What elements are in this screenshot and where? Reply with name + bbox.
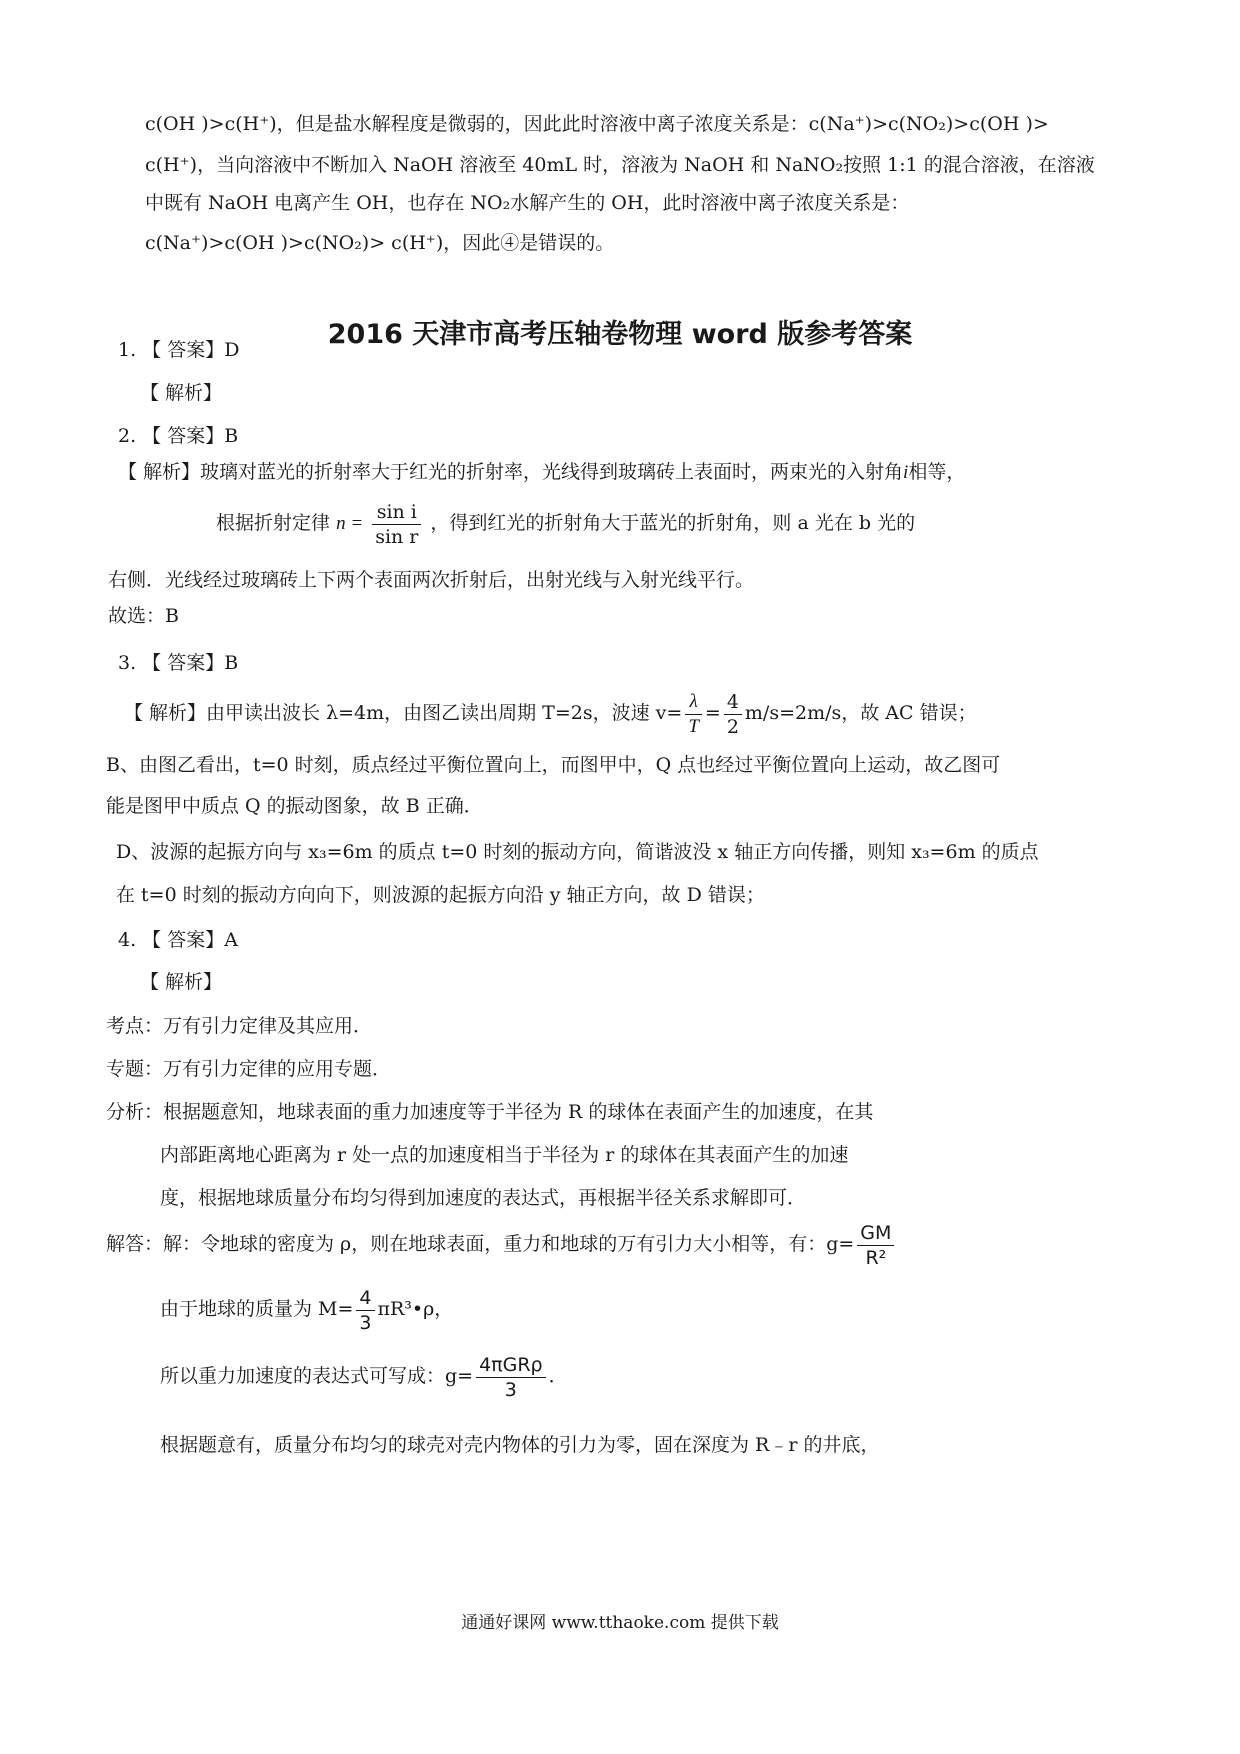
q3-analysis-suffix: m/s=2m/s，故 AC 错误； — [744, 702, 977, 724]
chem-line-4: c(Na⁺)>c(OH )>c(NO₂)> c(H⁺)，因此④是错误的。 — [145, 232, 615, 254]
chem-line-1: c(OH )>c(H⁺)，但是盐水解程度是微弱的，因此此时溶液中离子浓度关系是：c(Na⁺)>c(NO₂)>c(OH )> — [145, 113, 1049, 135]
q4-last-line: 根据题意有，质量分布均匀的球壳对壳内物体的引力为零，固在深度为 R﹣r 的井底， — [160, 1434, 880, 1456]
q2-law-numerator: sin i — [372, 500, 421, 525]
q3-fraction-4-2 — [724, 690, 742, 739]
chem-line-2: c(H⁺)，当向溶液中不断加入 NaOH 溶液至 40mL 时，溶液为 NaOH 和 NaNO₂按照 1:1 的混合溶液，在溶液 — [145, 154, 1095, 176]
q2-law-denominator: sin r — [375, 525, 419, 548]
q4-mass-prefix: 由于地球的质量为 M= — [160, 1298, 354, 1320]
q4-fenxi-line-2: 内部距离地心距离为 r 处一点的加速度相当于半径为 r 的球体在其表面产生的加速 — [160, 1144, 849, 1166]
q3-lambda: λ — [685, 690, 702, 715]
q3-option-d-line-1: D、波源的起振方向与 x₃=6m 的质点 t=0 时刻的振动方向，简谐波没 x 轴正方向传播，则知 x₃=6m 的质点 — [116, 841, 1039, 863]
q2-law-line — [216, 494, 915, 553]
q3-equals: = — [704, 702, 721, 724]
q4-mass-suffix: πR³•ρ， — [377, 1298, 454, 1320]
q4-r-squared: R² — [865, 1246, 887, 1269]
page-title: 2016 天津市高考压轴卷物理 word 版参考答案 — [327, 319, 913, 350]
q4-mass-num: 4 — [356, 1286, 374, 1311]
page-footer: 通通好课网 www.tthaoke.com 提供下载 — [461, 1613, 779, 1633]
q3-num-4: 4 — [724, 690, 742, 715]
q2-law-fraction — [372, 500, 421, 549]
q4-g-line — [160, 1347, 568, 1405]
q2-analysis-line — [118, 460, 965, 485]
q3-option-d-line-2: 在 t=0 时刻的振动方向向下，则波源的起振方向沿 y 轴正方向，故 D 错误； — [116, 884, 765, 906]
q4-mass-fraction — [356, 1286, 374, 1335]
q3-option-b-line-2: 能是图甲中质点 Q 的振动图象，故 B 正确． — [106, 795, 483, 817]
q4-jieda-prefix: 解答：解：令地球的密度为 ρ，则在地球表面，重力和地球的万有引力大小相等，有：g= — [106, 1233, 855, 1255]
q3-den-2: 2 — [726, 715, 739, 738]
q2-continuation: 右侧．光线经过玻璃砖上下两个表面两次折射后，出射光线与入射光线平行。 — [108, 569, 755, 591]
q2-answer: 2. 【 答案】B — [118, 425, 239, 447]
q4-g-den: 3 — [504, 1378, 517, 1401]
q4-g-num: 4πGRρ — [476, 1353, 546, 1378]
q2-law-suffix: ，得到红光的折射角大于蓝光的折射角，则 a 光在 b 光的 — [430, 512, 916, 534]
q3-option-b-line-1: B、由图乙看出，t=0 时刻，质点经过平衡位置向上，而图甲中，Q 点也经过平衡位置向上运动，故乙图可 — [106, 754, 1001, 776]
q1-analysis: 【 解析】 — [140, 382, 223, 404]
q1-answer: 1. 【 答案】D — [118, 339, 240, 361]
q4-g-expr-fraction — [476, 1353, 546, 1402]
q2-choice: 故选：B — [108, 605, 179, 627]
q4-jieda-line — [106, 1215, 897, 1273]
q4-g-fraction — [857, 1221, 894, 1270]
chem-line-3: 中既有 NaOH 电离产生 OH，也存在 NO₂水解产生的 OH，此时溶液中离子浓度关系是： — [145, 192, 910, 214]
q2-law-prefix: 根据折射定律 — [216, 512, 331, 534]
q3-analysis-line — [124, 684, 977, 742]
q4-zhuanti: 专题：万有引力定律的应用专题． — [106, 1058, 392, 1080]
q3-answer: 3. 【 答案】B — [118, 652, 239, 674]
q3-analysis-prefix: 【 解析】由甲读出波长 λ=4m，由图乙读出周期 T=2s，波速 v= — [124, 702, 683, 724]
q2-law-n: n = — [336, 513, 364, 534]
q4-g-prefix: 所以重力加速度的表达式可写成：g= — [160, 1365, 474, 1387]
q2-angle-i: i — [903, 462, 909, 483]
q4-mass-den: 3 — [359, 1311, 372, 1334]
q4-mass-line — [160, 1280, 453, 1338]
q4-fenxi-line-3: 度，根据地球质量分布均匀得到加速度的表达式，再根据半径关系求解即可． — [160, 1187, 807, 1209]
q2-analysis-prefix: 【 解析】玻璃对蓝光的折射率大于红光的折射率，光线得到玻璃砖上表面时，两束光的入射角 — [118, 461, 904, 483]
q2-analysis-suffix: 相等， — [908, 461, 966, 483]
q4-g-suffix: ． — [548, 1365, 568, 1387]
q4-analysis: 【 解析】 — [140, 971, 223, 993]
q3-period: T — [688, 715, 699, 737]
q4-answer: 4. 【 答案】A — [118, 929, 238, 951]
q3-fraction-lambda-t — [685, 690, 702, 739]
q4-fenxi-line-1: 分析：根据题意知，地球表面的重力加速度等于半径为 R 的球体在表面产生的加速度，在其 — [106, 1101, 874, 1123]
q4-kaodian: 考点：万有引力定律及其应用． — [106, 1015, 373, 1037]
q4-gm: GM — [857, 1221, 894, 1246]
